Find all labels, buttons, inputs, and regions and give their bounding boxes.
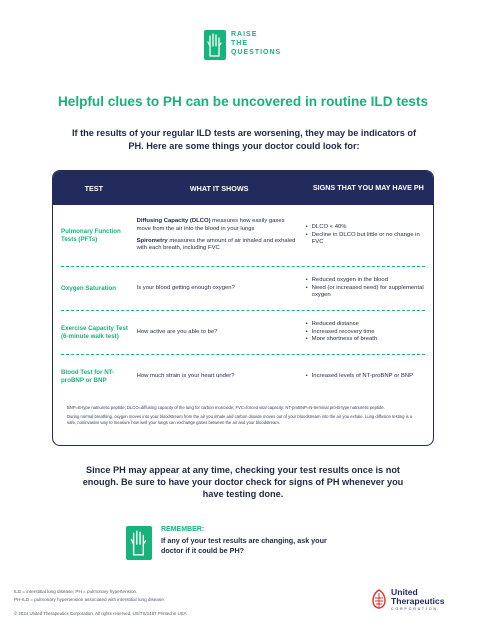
dlco-term: Diffusing Capacity (DLCO) — [136, 218, 211, 225]
raised-hand-icon — [204, 30, 226, 60]
company-name-line1: United — [391, 587, 418, 597]
row-what-it-shows: How much strain is your heart under? — [136, 373, 235, 380]
logo-line-2: THE — [231, 40, 248, 47]
remember-body: If any of your test results are changing, ask your doctor if it could be PH? — [161, 536, 327, 555]
table-row-pft — [61, 205, 425, 267]
header-signs: SIGNS THAT YOU MAY HAVE PH — [312, 183, 424, 192]
table-row-exercise — [61, 311, 425, 355]
tests-table — [52, 170, 434, 446]
row-signs — [306, 373, 425, 380]
sign-item: • Increased levels of NT-proBNP or BNP — [306, 373, 425, 380]
raised-hand-icon — [126, 526, 152, 560]
row-what-it-shows: How active are you able to be? — [136, 328, 218, 335]
intro-text: If the results of your regular ILD tests are worsening, they may be indicators of PH. Here are some things your doctor could look for: — [71, 128, 417, 151]
row-what-it-shows — [137, 218, 306, 252]
spirometry-term: Spirometry — [136, 237, 168, 244]
united-therapeutics-mark-icon — [370, 588, 388, 610]
copyright: © 2024 United Therapeutics Corporation. All rights reserved. US/TS/1487 Printed in USA — [14, 611, 187, 616]
sign-item: • DLCO < 40% — [306, 224, 425, 231]
table-header — [53, 171, 433, 205]
row-what-it-shows: Is your blood getting enough oxygen? — [136, 284, 235, 291]
footnote: During normal breathing, oxygen moves into your bloodstream from the air you inhale and carbon dioxide moves out of your bloodstream into the air you exhale. Lung diffusion testing is a safe, noninvasive way to measure how well your lungs can exchange gases between the air and your bloodstream. — [67, 414, 413, 425]
sign-item: • Need (or increased need) for supplemental oxygen — [306, 285, 425, 300]
sign-item: • Reduced oxygen in the blood — [306, 277, 425, 284]
sign-item: • Increased recovery time — [306, 329, 425, 336]
page-headline: Helpful clues to PH can be uncovered in routine ILD tests — [57, 94, 429, 109]
raise-the-questions-logo — [204, 30, 281, 60]
header-what-it-shows: WHAT IT SHOWS — [189, 183, 249, 193]
table-row-oxygen — [61, 267, 425, 311]
row-signs — [306, 224, 425, 246]
abbreviation-line: ILD = interstitial lung disease; PH = pulmonary hypertension. — [14, 589, 138, 594]
abbreviations — [14, 588, 165, 604]
row-test-label: Oxygen Saturation — [61, 284, 117, 292]
row-signs — [306, 321, 425, 343]
abbreviation-line: PH-ILD = pulmonary hypertension associated with interstitial lung disease. — [14, 597, 166, 602]
logo-line-1: RAISE — [231, 31, 258, 38]
row-signs — [306, 277, 425, 299]
row-test-label: Pulmonary Function Tests (PFTs) — [61, 227, 121, 243]
row-test-label: Blood Test for NT-proBNP or BNP — [61, 369, 115, 384]
remember-title: REMEMBER: — [161, 526, 205, 533]
callout-text: Since PH may appear at any time, checking your test results once is not enough. Be sure to have your doctor check for signs of PH whenever you have testing done. — [82, 465, 404, 499]
sign-item: • More shortness of breath — [306, 336, 425, 343]
logo-line-3: QUESTIONS — [231, 49, 282, 56]
dlco-desc: measures how easily gases move from the air into the blood in your lungs — [136, 218, 285, 232]
footnote: BNP=B-type natriuretic peptide; DLCO=diffusing capacity of the lung for carbon monoxide; FVC=forced vital capacity; NT-proBNP=N-terminal pro-B-type natriuretic peptide. — [67, 405, 385, 410]
company-tagline: CORPORATION — [391, 607, 438, 611]
header-test: TEST — [84, 183, 103, 193]
row-test-label: Exercise Capacity Test (6-minute walk test) — [61, 324, 128, 340]
sign-item: • Reduced distance — [306, 321, 425, 328]
table-row-blood-test — [61, 355, 425, 399]
table-footnotes — [53, 399, 433, 426]
sign-item: • Decline in DLCO but little or no change in FVC — [306, 232, 425, 247]
remember-box — [126, 526, 331, 560]
united-therapeutics-logo — [370, 588, 445, 611]
spirometry-desc: measures the amount of air inhaled and exhaled with each breath, including FVC — [136, 237, 296, 252]
company-name-line2: Therapeutics — [391, 596, 445, 606]
